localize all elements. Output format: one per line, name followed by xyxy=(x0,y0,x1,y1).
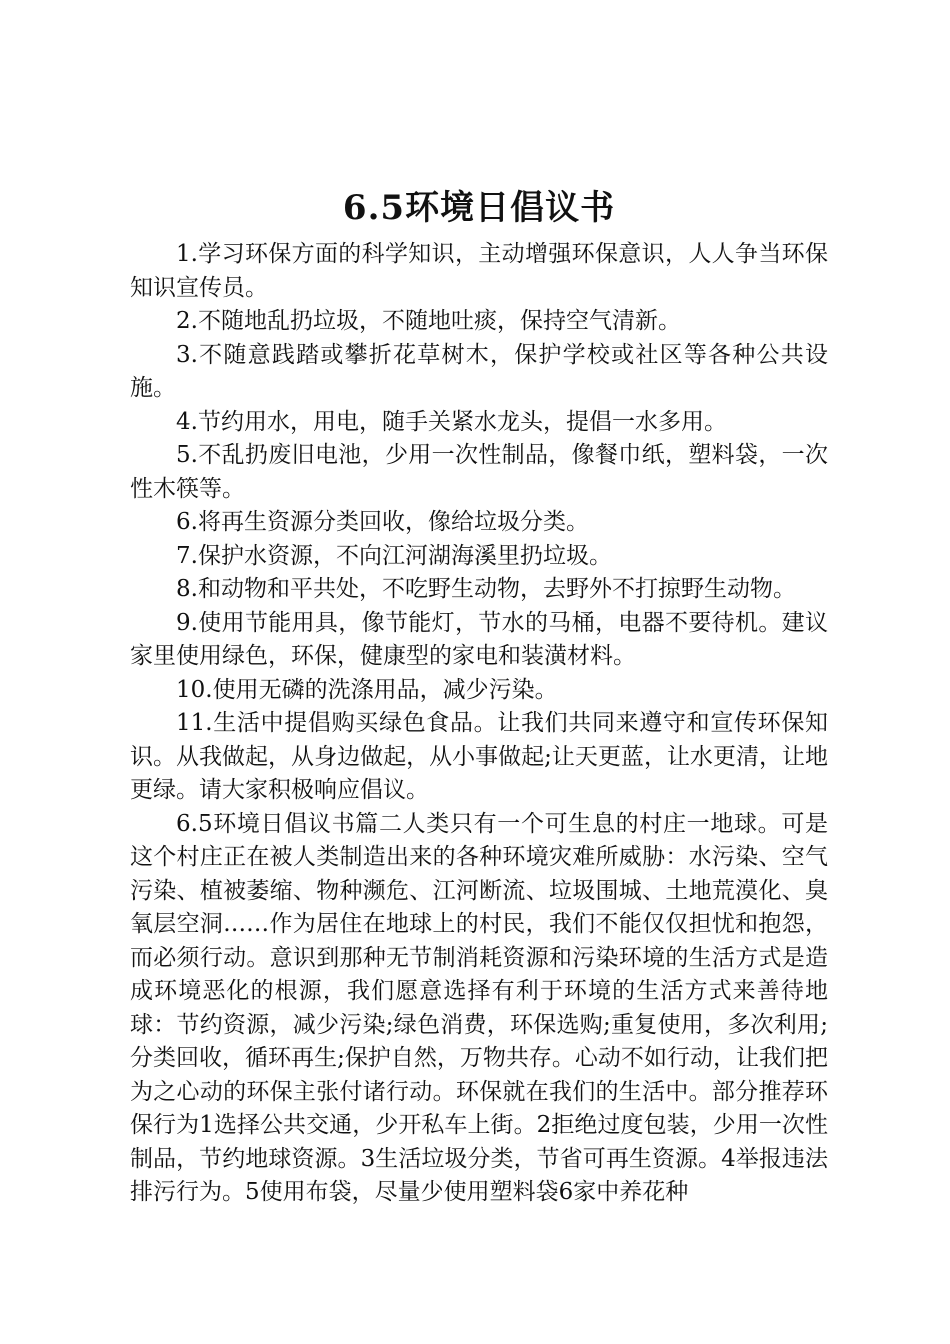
paragraph-8: 8.和动物和平共处，不吃野生动物，去野外不打掠野生动物。 xyxy=(176,576,796,602)
paragraph-1: 1.学习环保方面的科学知识，主动增强环保意识，人人争当环保知识宣传员。 xyxy=(130,241,828,301)
document-page xyxy=(130,180,828,1210)
paragraph-10: 10.使用无磷的洗涤用品，减少污染。 xyxy=(176,676,558,703)
paragraph-6: 6.将再生资源分类回收，像给垃圾分类。 xyxy=(176,509,589,535)
paragraph-4: 4.节约用水，用电，随手关紧水龙头，提倡一水多用。 xyxy=(176,408,727,435)
paragraph-3: 3.不随意践踏或攀折花草树木，保护学校或社区等各种公共设施。 xyxy=(130,341,828,401)
document-title: 6.5环境日倡议书 xyxy=(342,188,616,228)
paragraph-2: 2.不随地乱扔垃圾，不随地吐痰，保持空气清新。 xyxy=(176,308,681,334)
paragraph-11: 11.生活中提倡购买绿色食品。让我们共同来遵守和宣传环保知识。从我做起，从身边做起，从小事做起;让天更蓝，让水更清，让地更绿。请大家积极响应倡议。 xyxy=(130,710,828,803)
paragraph-part-two: 6.5环境日倡议书篇二人类只有一个可生息的村庄一地球。可是这个村庄正在被人类制造出来的各种环境灾难所威胁：水污染、空气污染、植被萎缩、物种濒危、江河断流、垃圾围城、土地荒漠化、臭氧层空洞……作为居住在地球上的村民，我们不能仅仅担忧和抱怨，而必须行动。意识到那种无节制消耗资源和污染环境的生活方式是造成环境恶化的根源，我们愿意选择有利于环境的生活方式来善待地球：节约资源，减少污染;绿色消费，环保选购;重复使用，多次利用;分类回收，循环再生;保护自然，万物共存。心动不如行动，让我们把为之心动的环保主张付诸行动。环保就在我们的生活中。部分推荐环保行为1选择公共交通，少开私车上街。2拒绝过度包装，少用一次性制品，节约地球资源。3生活垃圾分类，节省可再生资源。4举报违法排污行为。5使用布袋，尽量少使用塑料袋6家中养花种 xyxy=(130,810,828,1205)
paragraph-7: 7.保护水资源，不向江河湖海溪里扔垃圾。 xyxy=(176,542,612,569)
paragraph-9: 9.使用节能用具，像节能灯，节水的马桶，电器不要待机。建议家里使用绿色，环保，健康型的家电和装潢材料。 xyxy=(130,609,828,669)
paragraph-5: 5.不乱扔废旧电池，少用一次性制品，像餐巾纸，塑料袋，一次性木筷等。 xyxy=(130,442,828,502)
